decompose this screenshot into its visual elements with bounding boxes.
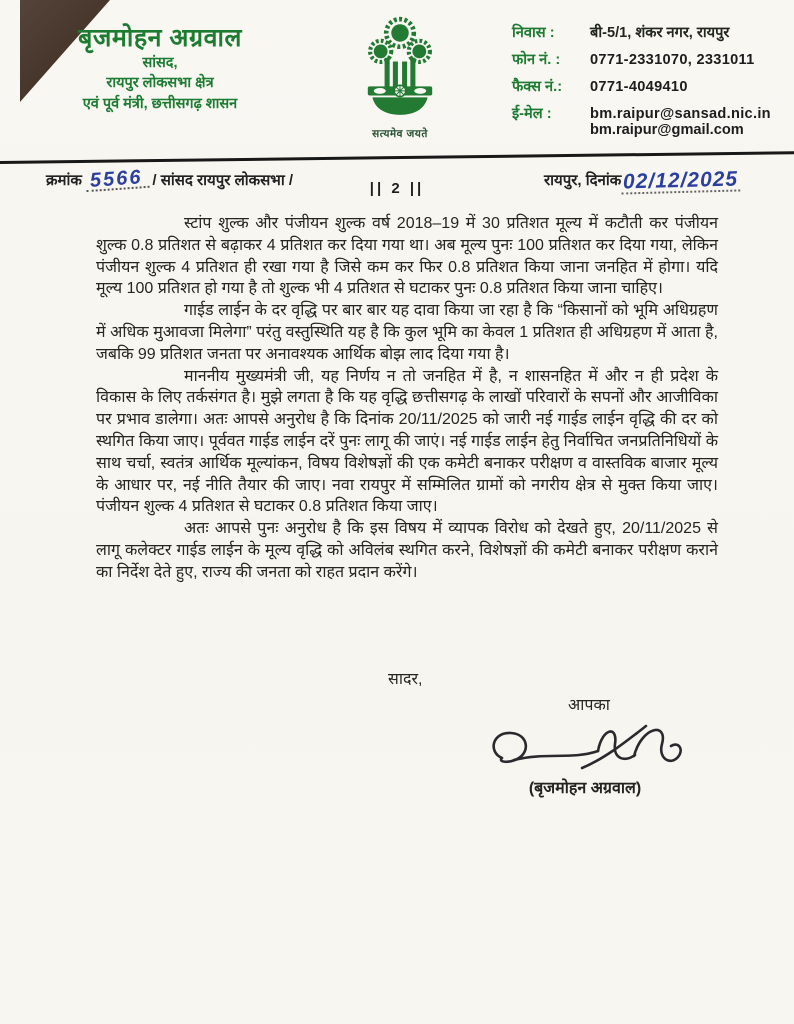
letterhead-sender-block	[52, 24, 268, 114]
sender-name: बृजमोहन अग्रवाल	[78, 24, 242, 52]
fax-value: 0771-4049410	[590, 79, 688, 95]
fax-row	[512, 78, 784, 97]
email-value-2: bm.raipur@gmail.com	[590, 122, 744, 138]
sender-former-post: एवं पूर्व मंत्री, छत्तीसगढ़ शासन	[82, 95, 238, 112]
residence-row	[512, 24, 784, 43]
serial-label: क्रमांक	[46, 172, 82, 189]
date-handwritten: 02/12/2025	[621, 169, 741, 194]
sender-designation: सांसद,	[142, 54, 178, 71]
phone-label: फोन नं. :	[512, 52, 561, 68]
page-number-marker: || 2 ||	[369, 180, 425, 197]
phone-value: 0771-2331070, 2331011	[590, 52, 755, 68]
residence-value: बी-5/1, शंकर नगर, रायपुर	[590, 25, 730, 41]
closing-from: आपका	[568, 697, 610, 714]
paragraph-appeal-to-cm: माननीय मुख्यमंत्री जी, यह निर्णय न तो जनहित में है, न शासनहित में और न ही प्रदेश के विकास के लिए तर्कसंगत है। मुझे लगता है कि यह वृद्धि छत्तीसगढ़ के लाखों परिवारों के सपनों और आजीविका पर प्रभाव डालेगा। अतः आपसे अनुरोध है कि दिनांक 20/11/2025 को जारी नई गाईड लाईन वृद्धि की दर को स्थगित किया जाए। पूर्ववत गाईड लाईन दरें पुनः लागू की जाएं। नई गाईड लाईन हेतु निर्वाचित जनप्रतिनिधियों के साथ चर्चा, स्वतंत्र आर्थिक मूल्यांकन, विषय विशेषज्ञों की एक कमेटी बनाकर परीक्षण व वास्तविक बाजार मूल्य के आधार पर, नई नीति तैयार की जाए। नवा रायपुर में सम्मिलित ग्रामों को नगरीय क्षेत्र से मुक्त किया जाए। पंजीयन शुल्क 4 प्रतिशत से घटाकर 0.8 प्रतिशत किया जाए।	[96, 367, 718, 516]
ashoka-lion-capital-icon	[352, 8, 448, 126]
paragraph-guideline-claim: गाईड लाईन के दर वृद्धि पर बार बार यह दावा किया जा रहा है कि “किसानों को भूमि अधिग्रहण में अधिक मुआवजा मिलेगा” परंतु वस्तुस्थिति यह है कि कुल भूमि का केवल 1 प्रतिशत ही अधिग्रहण में आता है, जबकि 99 प्रतिशत जनता पर अनावश्यक आर्थिक बोझ लाद दिया गया है।	[96, 302, 718, 363]
phone-row	[512, 51, 784, 70]
emblem-motto: सत्यमेव जयते	[372, 128, 428, 140]
fax-label: फैक्स नं.:	[512, 79, 563, 95]
place-date-label: रायपुर, दिनांक	[544, 172, 622, 189]
email-value-1: bm.raipur@sansad.nic.in	[590, 106, 771, 122]
residence-label: निवास :	[512, 25, 555, 41]
national-emblem	[352, 8, 448, 141]
handwritten-signature	[486, 714, 698, 783]
paragraph-final-request: अतः आपसे पुनः अनुरोध है कि इस विषय में व्यापक विरोध को देखते हुए, 20/11/2025 से लागू कलेक्टर गाईड लाईन के मूल्य वृद्धि को अविलंब स्थगित करने, विशेषज्ञों की कमेटी बनाकर परीक्षण कराने का निर्देश देते हुए, राज्य की जनता को राहत प्रदान करेंगे।	[96, 520, 718, 581]
letterhead-contact-block	[512, 24, 784, 140]
closing-salutation: सादर,	[388, 671, 423, 688]
email-label: ई-मेल :	[512, 106, 552, 122]
sender-constituency: रायपुर लोकसभा क्षेत्र	[106, 75, 214, 92]
serial-suffix: / सांसद रायपुर लोकसभा /	[152, 172, 294, 189]
letter-body	[96, 213, 718, 584]
paragraph-stamp-duty: स्टांप शुल्क और पंजीयन शुल्क वर्ष 2018–19 में 30 प्रतिशत मूल्य में कटौती कर पंजीयन शुल्क 0.8 प्रतिशत से बढ़ाकर 4 प्रतिशत कर दिया गया था। अब मूल्य पुनः 100 प्रतिशत कर दिया गया, लेकिन पंजीयन शुल्क 4 प्रतिशत ही रखा गया है जिसे कम कर फिर 0.8 प्रतिशत किया जाना जनहित में होगा। यदि मूल्य 100 प्रतिशत हो गया है तो शुल्क भी 4 प्रतिशत से घटाकर पुनः 0.8 प्रतिशत किया जाना चाहिए।	[96, 215, 718, 298]
letterhead-divider-rule	[0, 151, 794, 164]
serial-number-handwritten: 5566	[85, 168, 149, 192]
signatory-name: (बृजमोहन अग्रवाल)	[528, 780, 642, 797]
